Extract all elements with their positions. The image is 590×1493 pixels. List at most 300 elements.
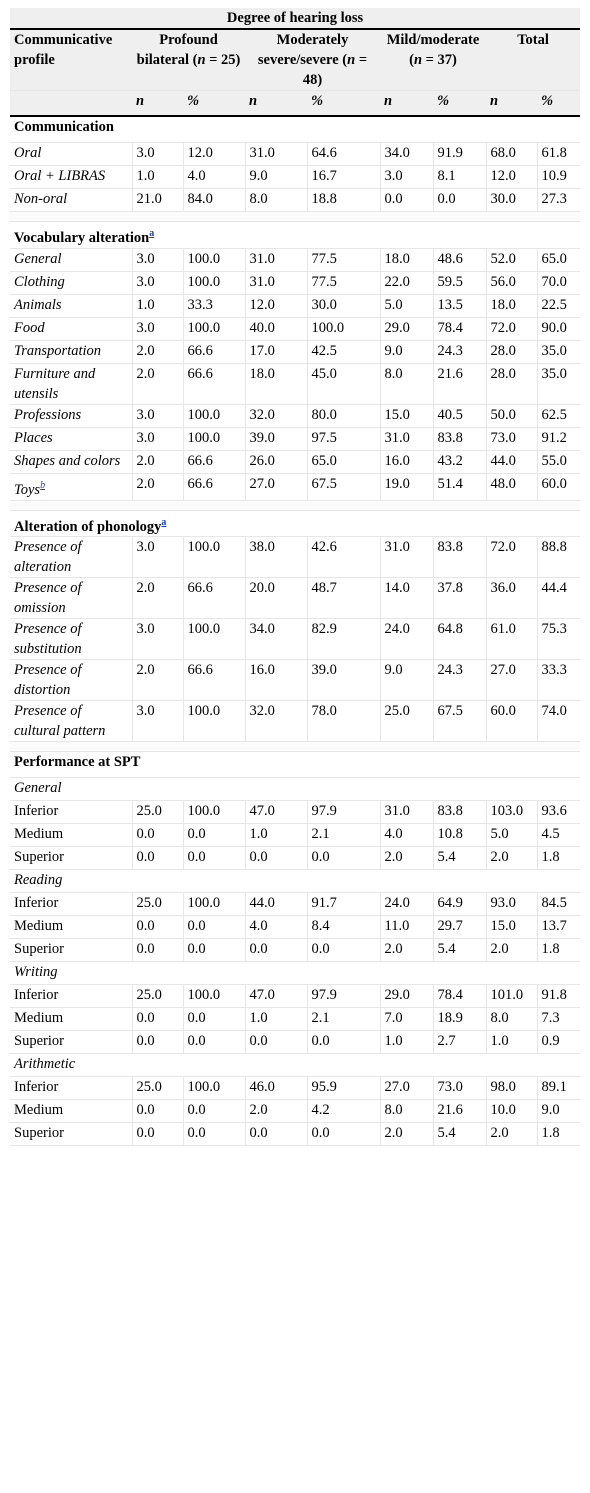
row-label-text: General xyxy=(14,250,62,267)
row-label xyxy=(10,473,132,500)
cell-n: 2.0 xyxy=(380,847,433,870)
cell-percent: 100.0 xyxy=(183,271,245,294)
cell-percent: 0.0 xyxy=(183,1031,245,1054)
table-row xyxy=(10,1008,580,1031)
row-label-text: Inferior xyxy=(14,987,59,1004)
cell-percent: 91.9 xyxy=(433,143,486,166)
row-label-text: Presence of omission xyxy=(14,580,82,617)
cell-n: 1.0 xyxy=(245,1008,307,1031)
cell-n: 2.0 xyxy=(132,578,183,619)
cell-percent: 42.6 xyxy=(307,537,380,578)
cell-n: 18.0 xyxy=(486,294,537,317)
cell-percent: 0.0 xyxy=(183,939,245,962)
cell-percent: 100.0 xyxy=(183,801,245,824)
row-label-text: Superior xyxy=(14,1033,64,1050)
section-title xyxy=(10,116,580,143)
cell-n: 0.0 xyxy=(245,939,307,962)
table-row xyxy=(10,427,580,450)
subheader-percent: % xyxy=(183,91,245,117)
cell-percent: 100.0 xyxy=(307,317,380,340)
spacer-cell xyxy=(10,742,580,752)
cell-percent: 66.6 xyxy=(183,578,245,619)
cell-percent: 66.6 xyxy=(183,473,245,500)
table-row xyxy=(10,450,580,473)
cell-n: 31.0 xyxy=(245,248,307,271)
table-row xyxy=(10,317,580,340)
cell-percent: 2.1 xyxy=(307,824,380,847)
cell-percent: 59.5 xyxy=(433,271,486,294)
row-label xyxy=(10,824,132,847)
cell-percent: 61.8 xyxy=(537,143,580,166)
cell-n: 26.0 xyxy=(245,450,307,473)
category-label: General xyxy=(10,778,580,801)
cell-percent: 48.7 xyxy=(307,578,380,619)
cell-percent: 8.4 xyxy=(307,916,380,939)
row-label xyxy=(10,985,132,1008)
cell-percent: 0.0 xyxy=(307,847,380,870)
cell-n: 72.0 xyxy=(486,317,537,340)
cell-n: 5.0 xyxy=(486,824,537,847)
row-label xyxy=(10,1100,132,1123)
cell-percent: 1.8 xyxy=(537,939,580,962)
table-row xyxy=(10,824,580,847)
cell-n: 47.0 xyxy=(245,801,307,824)
cell-n: 2.0 xyxy=(132,340,183,363)
cell-n: 101.0 xyxy=(486,985,537,1008)
cell-percent: 39.0 xyxy=(307,660,380,701)
row-label-text: Inferior xyxy=(14,1079,59,1096)
cell-percent: 93.6 xyxy=(537,801,580,824)
cell-n: 98.0 xyxy=(486,1077,537,1100)
cell-percent: 100.0 xyxy=(183,427,245,450)
cell-n: 14.0 xyxy=(380,578,433,619)
cell-n: 0.0 xyxy=(132,1123,183,1146)
cell-percent: 88.8 xyxy=(537,537,580,578)
cell-percent: 78.4 xyxy=(433,317,486,340)
cell-n: 44.0 xyxy=(245,893,307,916)
spacer-cell xyxy=(10,500,580,510)
cell-n: 0.0 xyxy=(245,1123,307,1146)
cell-n: 3.0 xyxy=(132,248,183,271)
row-label xyxy=(10,404,132,427)
cell-percent: 27.3 xyxy=(537,189,580,212)
cell-n: 1.0 xyxy=(380,1031,433,1054)
category-row xyxy=(10,870,580,893)
table-row xyxy=(10,166,580,189)
section-title xyxy=(10,222,580,249)
row-label-text: Non-oral xyxy=(14,191,68,207)
cell-percent: 5.4 xyxy=(433,1123,486,1146)
cell-n: 32.0 xyxy=(245,701,307,742)
row-label-text: Oral xyxy=(14,145,42,161)
category-label: Reading xyxy=(10,870,580,893)
cell-n: 0.0 xyxy=(132,1100,183,1123)
group-header-profound xyxy=(132,29,245,91)
subheader-n: n xyxy=(245,91,307,117)
cell-n: 0.0 xyxy=(132,939,183,962)
cell-percent: 4.5 xyxy=(537,824,580,847)
cell-percent: 10.9 xyxy=(537,166,580,189)
cell-percent: 95.9 xyxy=(307,1077,380,1100)
cell-n: 18.0 xyxy=(245,363,307,404)
row-label-text: Presence of substitution xyxy=(14,621,82,658)
row-label xyxy=(10,801,132,824)
cell-n: 12.0 xyxy=(245,294,307,317)
row-label-text: Presence of distortion xyxy=(14,662,82,699)
cell-n: 9.0 xyxy=(380,660,433,701)
cell-percent: 29.7 xyxy=(433,916,486,939)
group-header-moderately-severe xyxy=(245,29,380,91)
cell-n: 47.0 xyxy=(245,985,307,1008)
cell-percent: 24.3 xyxy=(433,660,486,701)
cell-n: 3.0 xyxy=(132,537,183,578)
row-label-text: Presence of alteration xyxy=(14,539,82,576)
section-title-text: Alteration of phonology xyxy=(14,518,162,535)
cell-percent: 45.0 xyxy=(307,363,380,404)
cell-n: 15.0 xyxy=(486,916,537,939)
row-label xyxy=(10,1031,132,1054)
cell-n: 56.0 xyxy=(486,271,537,294)
cell-n: 0.0 xyxy=(132,1008,183,1031)
table-row xyxy=(10,248,580,271)
cell-percent: 30.0 xyxy=(307,294,380,317)
cell-n: 8.0 xyxy=(380,1100,433,1123)
cell-percent: 16.7 xyxy=(307,166,380,189)
table-row xyxy=(10,619,580,660)
cell-percent: 82.9 xyxy=(307,619,380,660)
cell-n: 2.0 xyxy=(486,939,537,962)
cell-percent: 80.0 xyxy=(307,404,380,427)
cell-percent: 33.3 xyxy=(537,660,580,701)
cell-percent: 100.0 xyxy=(183,701,245,742)
row-label-text: Medium xyxy=(14,1010,64,1027)
row-label-text: Transportation xyxy=(14,342,102,359)
section-title xyxy=(10,752,580,778)
row-label-text: Inferior xyxy=(14,803,59,820)
footnote-link[interactable]: a xyxy=(149,228,155,239)
cell-n: 8.0 xyxy=(245,189,307,212)
cell-percent: 77.5 xyxy=(307,271,380,294)
cell-percent: 89.1 xyxy=(537,1077,580,1100)
row-label xyxy=(10,340,132,363)
row-label xyxy=(10,248,132,271)
cell-n: 36.0 xyxy=(486,578,537,619)
cell-n: 24.0 xyxy=(380,619,433,660)
cell-percent: 84.0 xyxy=(183,189,245,212)
table-row xyxy=(10,294,580,317)
cell-n: 0.0 xyxy=(132,824,183,847)
cell-percent: 64.8 xyxy=(433,619,486,660)
cell-percent: 5.4 xyxy=(433,847,486,870)
cell-percent: 40.5 xyxy=(433,404,486,427)
subheader-percent: % xyxy=(537,91,580,117)
cell-percent: 18.8 xyxy=(307,189,380,212)
cell-percent: 84.5 xyxy=(537,893,580,916)
cell-n: 2.0 xyxy=(132,363,183,404)
table-row xyxy=(10,985,580,1008)
footnote-marker xyxy=(161,514,166,528)
table-row xyxy=(10,271,580,294)
subheader-n: n xyxy=(380,91,433,117)
footnote-marker xyxy=(149,225,154,239)
cell-n: 68.0 xyxy=(486,143,537,166)
cell-n: 24.0 xyxy=(380,893,433,916)
row-label xyxy=(10,847,132,870)
cell-n: 34.0 xyxy=(380,143,433,166)
cell-percent: 66.6 xyxy=(183,340,245,363)
section-title-text: Vocabulary alteration xyxy=(14,229,150,246)
cell-percent: 83.8 xyxy=(433,537,486,578)
cell-percent: 22.5 xyxy=(537,294,580,317)
cell-percent: 24.3 xyxy=(433,340,486,363)
row-label xyxy=(10,166,132,189)
cell-percent: 100.0 xyxy=(183,893,245,916)
row-label-text: Professions xyxy=(14,406,82,423)
cell-percent: 91.8 xyxy=(537,985,580,1008)
category-row xyxy=(10,778,580,801)
cell-n: 25.0 xyxy=(132,1077,183,1100)
row-label xyxy=(10,1077,132,1100)
cell-n: 29.0 xyxy=(380,317,433,340)
cell-percent: 13.5 xyxy=(433,294,486,317)
cell-n: 46.0 xyxy=(245,1077,307,1100)
row-label xyxy=(10,1123,132,1146)
row-label xyxy=(10,578,132,619)
cell-n: 27.0 xyxy=(486,660,537,701)
spacer-row xyxy=(10,212,580,222)
cell-percent: 100.0 xyxy=(183,248,245,271)
footnote-link[interactable]: a xyxy=(161,516,167,528)
cell-n: 2.0 xyxy=(380,1123,433,1146)
cell-n: 3.0 xyxy=(132,404,183,427)
cell-percent: 75.3 xyxy=(537,619,580,660)
cell-percent: 83.8 xyxy=(433,427,486,450)
cell-n: 21.0 xyxy=(132,189,183,212)
cell-percent: 74.0 xyxy=(537,701,580,742)
table-row xyxy=(10,1077,580,1100)
cell-n: 38.0 xyxy=(245,537,307,578)
subheader-n: n xyxy=(486,91,537,117)
cell-percent: 8.1 xyxy=(433,166,486,189)
cell-percent: 67.5 xyxy=(307,473,380,500)
table-row xyxy=(10,701,580,742)
group-header-pre: Mild/moderate ( xyxy=(386,32,480,68)
subheader-n: n xyxy=(132,91,183,117)
cell-n: 103.0 xyxy=(486,801,537,824)
cell-n: 52.0 xyxy=(486,248,537,271)
cell-percent: 4.0 xyxy=(183,166,245,189)
row-label-text: Toys xyxy=(14,481,41,498)
group-header-pre: Moderately severe/severe ( xyxy=(257,32,349,68)
cell-n: 3.0 xyxy=(132,317,183,340)
group-header-n: n xyxy=(413,52,423,68)
cell-percent: 0.0 xyxy=(183,1123,245,1146)
cell-percent: 37.8 xyxy=(433,578,486,619)
cell-n: 3.0 xyxy=(132,143,183,166)
cell-percent: 64.9 xyxy=(433,893,486,916)
cell-percent: 64.6 xyxy=(307,143,380,166)
row-label xyxy=(10,143,132,166)
super-header: Degree of hearing loss xyxy=(10,8,580,29)
cell-percent: 44.4 xyxy=(537,578,580,619)
row-label xyxy=(10,660,132,701)
cell-percent: 55.0 xyxy=(537,450,580,473)
cell-n: 31.0 xyxy=(245,143,307,166)
cell-n: 1.0 xyxy=(132,166,183,189)
cell-n: 0.0 xyxy=(245,847,307,870)
cell-n: 0.0 xyxy=(132,847,183,870)
cell-percent: 2.1 xyxy=(307,1008,380,1031)
cell-percent: 51.4 xyxy=(433,473,486,500)
row-label-text: Superior xyxy=(14,1125,64,1142)
row-label-text: Medium xyxy=(14,918,64,935)
table-row xyxy=(10,404,580,427)
cell-percent: 0.0 xyxy=(433,189,486,212)
cell-percent: 90.0 xyxy=(537,317,580,340)
category-label: Writing xyxy=(10,962,580,985)
cell-n: 2.0 xyxy=(380,939,433,962)
cell-n: 31.0 xyxy=(245,271,307,294)
cell-n: 73.0 xyxy=(486,427,537,450)
row-label xyxy=(10,619,132,660)
cell-percent: 66.6 xyxy=(183,363,245,404)
group-header-post: = 37) xyxy=(422,52,457,68)
cell-n: 8.0 xyxy=(380,363,433,404)
cell-n: 3.0 xyxy=(132,619,183,660)
cell-n: 31.0 xyxy=(380,537,433,578)
table-row xyxy=(10,340,580,363)
cell-n: 3.0 xyxy=(132,271,183,294)
row-label-text: Shapes and colors xyxy=(14,452,121,469)
table-row xyxy=(10,578,580,619)
cell-percent: 62.5 xyxy=(537,404,580,427)
row-label xyxy=(10,916,132,939)
cell-n: 60.0 xyxy=(486,701,537,742)
cell-percent: 100.0 xyxy=(183,1077,245,1100)
cell-percent: 0.9 xyxy=(537,1031,580,1054)
cell-n: 0.0 xyxy=(132,916,183,939)
spacer-row xyxy=(10,500,580,510)
footnote-marker xyxy=(40,477,45,491)
cell-n: 3.0 xyxy=(380,166,433,189)
cell-n: 9.0 xyxy=(245,166,307,189)
cell-n: 0.0 xyxy=(245,1031,307,1054)
table-row xyxy=(10,1100,580,1123)
footnote-link[interactable]: b xyxy=(40,479,46,491)
cell-percent: 1.8 xyxy=(537,847,580,870)
cell-n: 31.0 xyxy=(380,427,433,450)
subheader-percent: % xyxy=(433,91,486,117)
cell-percent: 0.0 xyxy=(307,1123,380,1146)
cell-percent: 0.0 xyxy=(183,847,245,870)
cell-n: 17.0 xyxy=(245,340,307,363)
cell-n: 1.0 xyxy=(245,824,307,847)
cell-n: 4.0 xyxy=(245,916,307,939)
cell-percent: 97.5 xyxy=(307,427,380,450)
cell-percent: 65.0 xyxy=(307,450,380,473)
row-label-text: Clothing xyxy=(14,273,65,290)
table-row xyxy=(10,847,580,870)
cell-n: 32.0 xyxy=(245,404,307,427)
cell-n: 22.0 xyxy=(380,271,433,294)
table-row xyxy=(10,363,580,404)
cell-n: 4.0 xyxy=(380,824,433,847)
group-header-post: = 48) xyxy=(302,52,368,88)
cell-n: 30.0 xyxy=(486,189,537,212)
cell-n: 2.0 xyxy=(132,450,183,473)
cell-n: 0.0 xyxy=(132,1031,183,1054)
row-label-text: Medium xyxy=(14,1102,64,1119)
cell-n: 61.0 xyxy=(486,619,537,660)
row-label-text: Animals xyxy=(14,296,62,313)
table-row xyxy=(10,893,580,916)
cell-percent: 66.6 xyxy=(183,660,245,701)
cell-n: 34.0 xyxy=(245,619,307,660)
hearing-loss-table xyxy=(10,8,580,1146)
cell-n: 11.0 xyxy=(380,916,433,939)
cell-n: 44.0 xyxy=(486,450,537,473)
cell-n: 25.0 xyxy=(132,801,183,824)
row-label xyxy=(10,701,132,742)
cell-n: 25.0 xyxy=(380,701,433,742)
cell-n: 0.0 xyxy=(380,189,433,212)
spacer-row xyxy=(10,742,580,752)
cell-percent: 0.0 xyxy=(183,824,245,847)
section-row xyxy=(10,752,580,778)
cell-percent: 10.8 xyxy=(433,824,486,847)
cell-percent: 43.2 xyxy=(433,450,486,473)
row-label xyxy=(10,189,132,212)
subheader-blank xyxy=(10,91,132,117)
cell-percent: 9.0 xyxy=(537,1100,580,1123)
cell-percent: 100.0 xyxy=(183,619,245,660)
row-label xyxy=(10,537,132,578)
category-row xyxy=(10,962,580,985)
cell-n: 2.0 xyxy=(486,847,537,870)
cell-percent: 12.0 xyxy=(183,143,245,166)
subheader-row xyxy=(10,91,580,117)
cell-percent: 78.4 xyxy=(433,985,486,1008)
row-label xyxy=(10,939,132,962)
cell-percent: 67.5 xyxy=(433,701,486,742)
cell-percent: 0.0 xyxy=(307,1031,380,1054)
table-row xyxy=(10,1123,580,1146)
section-row xyxy=(10,222,580,249)
cell-n: 31.0 xyxy=(380,801,433,824)
cell-n: 2.0 xyxy=(486,1123,537,1146)
table-row xyxy=(10,916,580,939)
row-label-text: Food xyxy=(14,319,45,336)
row-label xyxy=(10,271,132,294)
group-header-n: n xyxy=(347,52,356,68)
cell-n: 27.0 xyxy=(245,473,307,500)
table-row xyxy=(10,801,580,824)
cell-percent: 100.0 xyxy=(183,537,245,578)
cell-percent: 13.7 xyxy=(537,916,580,939)
cell-n: 27.0 xyxy=(380,1077,433,1100)
row-label-text: Presence of cultural pattern xyxy=(14,703,106,740)
cell-n: 7.0 xyxy=(380,1008,433,1031)
cell-n: 29.0 xyxy=(380,985,433,1008)
cell-percent: 48.6 xyxy=(433,248,486,271)
cell-n: 12.0 xyxy=(486,166,537,189)
row-label xyxy=(10,427,132,450)
table-row xyxy=(10,660,580,701)
cell-percent: 97.9 xyxy=(307,985,380,1008)
table-row xyxy=(10,1031,580,1054)
cell-percent: 100.0 xyxy=(183,404,245,427)
spacer-cell xyxy=(10,212,580,222)
